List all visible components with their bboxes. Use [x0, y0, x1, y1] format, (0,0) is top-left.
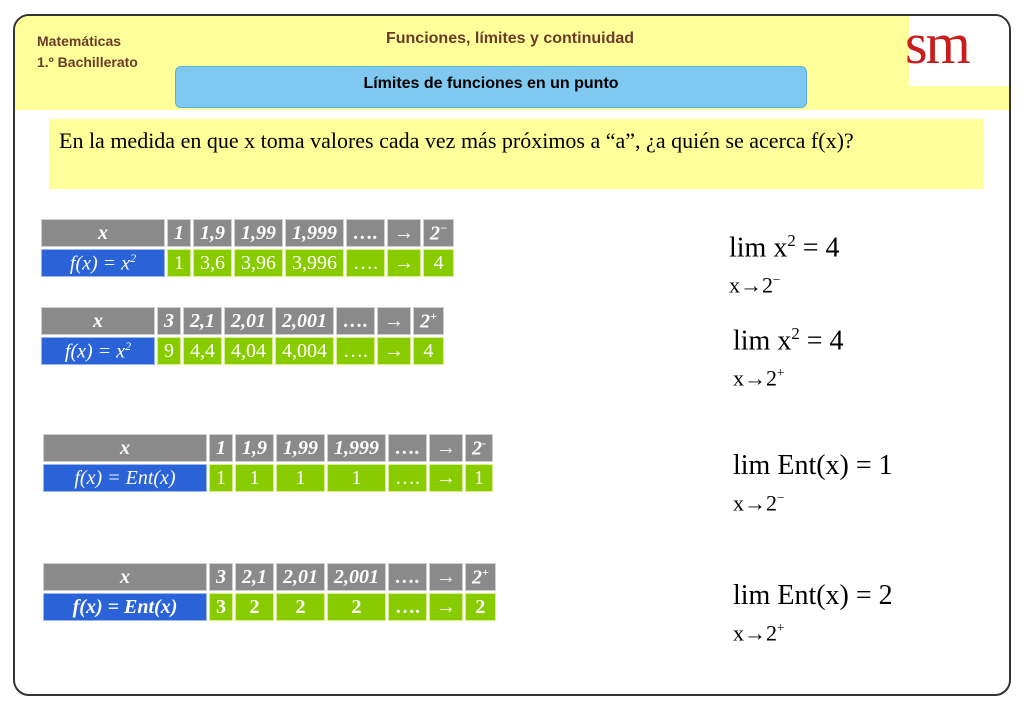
topic-title: Límites de funciones en un punto	[363, 75, 619, 92]
f-row	[43, 593, 496, 621]
x-row	[43, 434, 493, 462]
limit-approach	[729, 265, 840, 300]
x-cell-target	[423, 219, 454, 247]
course-title: Funciones, límites y continuidad	[385, 30, 635, 47]
f-label-exp: 2	[125, 338, 132, 353]
x-cell: 1,9	[193, 219, 232, 247]
x-cell: 3	[209, 563, 233, 591]
limit-expr: lim x	[733, 325, 792, 357]
f-cell: ….	[388, 593, 427, 621]
x-target-side: −	[440, 220, 448, 235]
limit-exp: 2	[787, 231, 796, 250]
x-target-side: -	[482, 435, 486, 450]
f-label: f(x) = Ent(x)	[43, 593, 207, 621]
x-cell: 1,999	[285, 219, 344, 247]
limit-expr: lim x	[729, 232, 788, 264]
limit-approach-text: x→2	[733, 365, 777, 391]
f-cell: →	[429, 593, 463, 621]
f-label: f(x) = Ent(x)	[43, 464, 207, 492]
x-cell: →	[429, 434, 463, 462]
subject-label	[37, 31, 138, 73]
f-cell: ….	[336, 337, 375, 365]
limit-2	[733, 319, 844, 394]
x-target-side: +	[482, 564, 489, 579]
f-cell: →	[387, 249, 421, 277]
limit-side: −	[777, 490, 785, 505]
x-cell: ….	[388, 563, 427, 591]
x-cell: 1	[209, 434, 233, 462]
x-cell: 2,001	[275, 307, 334, 335]
f-cell: →	[429, 464, 463, 492]
x-cell: 2,01	[276, 563, 325, 591]
f-cell: 3,6	[193, 249, 232, 277]
f-cell: 2	[276, 593, 325, 621]
limit-expr: lim Ent(x) = 1	[733, 450, 893, 481]
x-cell: 2,01	[224, 307, 273, 335]
x-cell: →	[387, 219, 421, 247]
x-target-side: +	[430, 308, 437, 323]
f-cell: 1	[327, 464, 386, 492]
f-cell: 4	[423, 249, 454, 277]
x-cell-target	[413, 307, 444, 335]
x-cell: ….	[336, 307, 375, 335]
f-cell: 3,996	[285, 249, 344, 277]
limit-approach-text: x→2	[733, 620, 777, 646]
f-cell: ….	[346, 249, 385, 277]
limit-4	[733, 581, 893, 648]
topic-bar	[175, 66, 807, 108]
subject-line-2: 1.º Bachillerato	[37, 54, 138, 70]
x-row	[41, 307, 444, 335]
f-cell: 1	[235, 464, 274, 492]
x-target-value: 2	[430, 222, 440, 245]
f-cell: 4,04	[224, 337, 273, 365]
x-cell: 1	[167, 219, 191, 247]
x-cell: 2,001	[327, 563, 386, 591]
f-label	[41, 249, 165, 277]
limit-3	[733, 451, 893, 518]
limit-result: = 4	[795, 232, 840, 264]
x-row	[43, 563, 496, 591]
f-row	[41, 337, 444, 365]
f-cell: 3	[209, 593, 233, 621]
f-cell: 4,4	[183, 337, 222, 365]
x-cell: 3	[157, 307, 181, 335]
x-cell: →	[429, 563, 463, 591]
logo-text: sm	[905, 14, 969, 76]
f-cell: 2	[327, 593, 386, 621]
x-target-value: 2	[420, 310, 430, 333]
x-cell: 1,99	[234, 219, 283, 247]
limit-side: +	[777, 365, 785, 381]
f-cell: 1	[276, 464, 325, 492]
slide-header	[15, 16, 1009, 110]
values-table-4	[41, 561, 498, 623]
f-cell: 2	[465, 593, 496, 621]
f-label-text: f(x) = x	[64, 340, 126, 363]
limit-exp: 2	[791, 324, 800, 343]
x-cell: 1,999	[327, 434, 386, 462]
x-cell: 2,1	[235, 563, 274, 591]
f-label	[41, 337, 155, 365]
limit-result: = 4	[799, 325, 844, 357]
x-label: x	[41, 219, 165, 247]
f-cell: 1	[465, 464, 493, 492]
slide-frame	[13, 14, 1011, 696]
x-cell: 2,1	[183, 307, 222, 335]
x-label: x	[43, 434, 207, 462]
limit-expr: lim Ent(x) = 2	[733, 580, 893, 611]
f-row	[41, 249, 454, 277]
x-target-value: 2	[472, 566, 482, 589]
f-cell: 2	[235, 593, 274, 621]
question-box: En la medida en que x toma valores cada vez más próximos a “a”, ¿a quién se acerca f(x)?	[49, 119, 984, 189]
f-cell: 3,96	[234, 249, 283, 277]
limit-side: +	[777, 620, 785, 635]
limit-approach-text: x→2	[729, 272, 773, 298]
x-cell: 1,99	[276, 434, 325, 462]
f-row	[43, 464, 493, 492]
values-table-2	[39, 305, 446, 367]
limit-approach	[733, 358, 844, 393]
f-cell: 4	[413, 337, 444, 365]
x-label: x	[43, 563, 207, 591]
values-table-3	[41, 432, 495, 494]
f-label-exp: 2	[130, 250, 137, 265]
f-cell: ….	[388, 464, 427, 492]
limit-approach	[733, 483, 893, 518]
x-cell: →	[377, 307, 411, 335]
x-cell: ….	[388, 434, 427, 462]
f-label-text: f(x) = x	[69, 252, 131, 275]
x-cell: 1,9	[235, 434, 274, 462]
f-cell: 1	[209, 464, 233, 492]
x-cell-target	[465, 563, 496, 591]
f-cell: →	[377, 337, 411, 365]
subject-line-1: Matemáticas	[37, 33, 122, 49]
values-table-1	[39, 217, 456, 279]
limit-side: −	[773, 272, 781, 288]
x-label: x	[41, 307, 155, 335]
x-target-value: 2	[472, 437, 482, 460]
limit-1	[729, 226, 840, 301]
x-row	[41, 219, 454, 247]
x-cell-target	[465, 434, 493, 462]
sm-logo	[905, 14, 1009, 86]
limit-approach	[733, 613, 893, 648]
f-cell: 4,004	[275, 337, 334, 365]
limit-approach-text: x→2	[733, 490, 777, 516]
f-cell: 9	[157, 337, 181, 365]
x-cell: ….	[346, 219, 385, 247]
f-cell: 1	[167, 249, 191, 277]
